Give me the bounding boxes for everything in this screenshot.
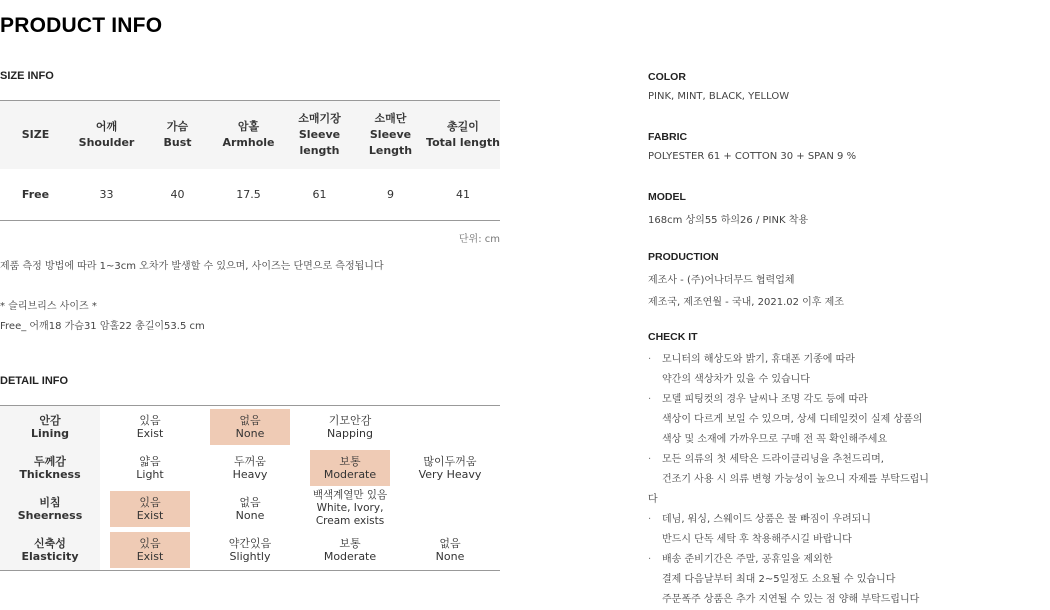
size-info-title: SIZE INFO [0,70,54,82]
detail-option: 없음 None [435,536,465,563]
detail-option-selected: 있음 Exist [110,532,190,568]
production-line: 제조사 - (주)어나더무드 협력업체 [648,275,795,286]
list-item-continued: 반드시 단독 세탁 후 착용해주시길 바랍니다 [662,534,852,545]
detail-table [0,405,500,571]
detail-row-elasticity [0,529,500,570]
list-item-continued: 건조기 사용 시 의류 변형 가능성이 높으니 자제를 부탁드립니 [662,474,929,485]
check-list [648,350,1048,610]
detail-label: 비침 Sheerness [0,488,100,529]
table-row [0,169,500,220]
list-item: · 배송 준비기간은 주말, 공휴일을 제외한 [648,550,1048,570]
list-item: · 데님, 워싱, 스웨이드 상품은 물 빠짐이 우려되니 [648,510,1048,530]
col-shoulder: 어깨 Shoulder [78,120,135,149]
fabric-label: FABRIC [648,131,688,143]
list-item-continued: 색상이 다르게 보일 수 있으며, 상세 디테일컷이 실제 상품의 [662,414,923,425]
total-length-cell: 41 [456,187,470,201]
size-cell: Free [21,187,50,201]
model-section [648,191,1048,226]
size-table-header [0,101,500,169]
col-armhole: 암홀 Armhole [222,120,275,149]
color-section [648,71,1048,102]
list-item: · 모델 피팅컷의 경우 날씨나 조명 각도 등에 따라 [648,390,1048,410]
col-sleeve-length: 소매기장 Sleeve length [298,112,341,157]
sleeve-length-cell: 61 [312,187,327,201]
list-item-continued: 약간의 색상차가 있을 수 있습니다 [662,374,810,385]
measure-note: 제품 측정 방법에 따라 1~3cm 오차가 발생할 수 있으며, 사이즈는 단면으로 측정됩니다 [0,261,384,272]
detail-row-lining [0,406,500,447]
detail-option: 기모안감 Napping [327,413,373,440]
size-table [0,100,500,221]
detail-option: 백색계열만 있음 White, Ivory, Cream exists [312,489,388,527]
cuff-cell: 9 [387,187,394,201]
detail-option: 두꺼움 Heavy [232,454,268,481]
detail-row-thickness [0,447,500,488]
detail-option [410,491,490,527]
detail-label: 두께감 Thickness [0,447,100,488]
detail-label: 신축성 Elasticity [0,529,100,570]
model-label: MODEL [648,191,686,203]
detail-option: 보통 Moderate [323,536,377,563]
fabric-value: POLYESTER 61 + COTTON 30 + SPAN 9 % [648,151,857,162]
detail-label: 안감 Lining [0,406,100,447]
list-item: · 모니터의 해상도와 밝기, 휴대폰 기종에 따라 [648,350,1048,370]
model-value: 168cm 상의55 하의26 / PINK 착용 [648,215,809,226]
detail-option-selected: 있음 Exist [110,491,190,527]
detail-option: 있음 Exist [136,413,164,440]
sleeveless-title: * 슬리브리스 사이즈 * [0,301,97,312]
detail-info-title: DETAIL INFO [0,375,69,387]
fabric-section [648,131,1048,162]
detail-option-selected: 보통 Moderate [310,450,390,486]
page-title: PRODUCT INFO [0,14,163,37]
shoulder-cell: 33 [99,187,114,201]
detail-option [410,409,490,445]
col-cuff: 소매단 Sleeve Length [368,112,413,157]
detail-option-selected: 없음 None [210,409,290,445]
list-item: · 모든 의류의 첫 세탁은 드라이클리닝을 추천드리며, [648,450,1048,470]
color-value: PINK, MINT, BLACK, YELLOW [648,91,790,102]
col-total-length: 총길이 Total length [426,120,500,149]
detail-row-sheerness [0,488,500,529]
check-label: CHECK IT [648,331,698,343]
col-size: SIZE [21,128,50,141]
color-label: COLOR [648,71,686,83]
production-line: 제조국, 제조연월 - 국내, 2021.02 이후 제조 [648,297,844,308]
sleeveless-size: Free_ 어깨18 가슴31 암홀22 총길이53.5 cm [0,321,205,332]
detail-option: 없음 None [235,495,265,522]
detail-option: 얇음 Light [136,454,164,481]
col-bust: 가슴 Bust [163,120,192,149]
bust-cell: 40 [170,187,185,201]
list-item-continued: 주문폭주 상품은 추가 지연될 수 있는 점 양해 부탁드립니다 [662,594,920,605]
list-item-continued: 결제 다음날부터 최대 2~5일정도 소요될 수 있습니다 [662,574,896,585]
list-item-continued: 다 [648,494,658,505]
armhole-cell: 17.5 [236,187,261,201]
production-label: PRODUCTION [648,251,719,263]
list-item-continued: 색상 및 소재에 가까우므로 구매 전 꼭 확인해주세요 [662,434,888,445]
detail-option: 약간있음 Slightly [228,536,272,563]
production-section [648,251,1048,308]
detail-option: 많이두꺼움 Very Heavy [418,454,482,481]
unit-label: 단위: cm [458,234,500,245]
